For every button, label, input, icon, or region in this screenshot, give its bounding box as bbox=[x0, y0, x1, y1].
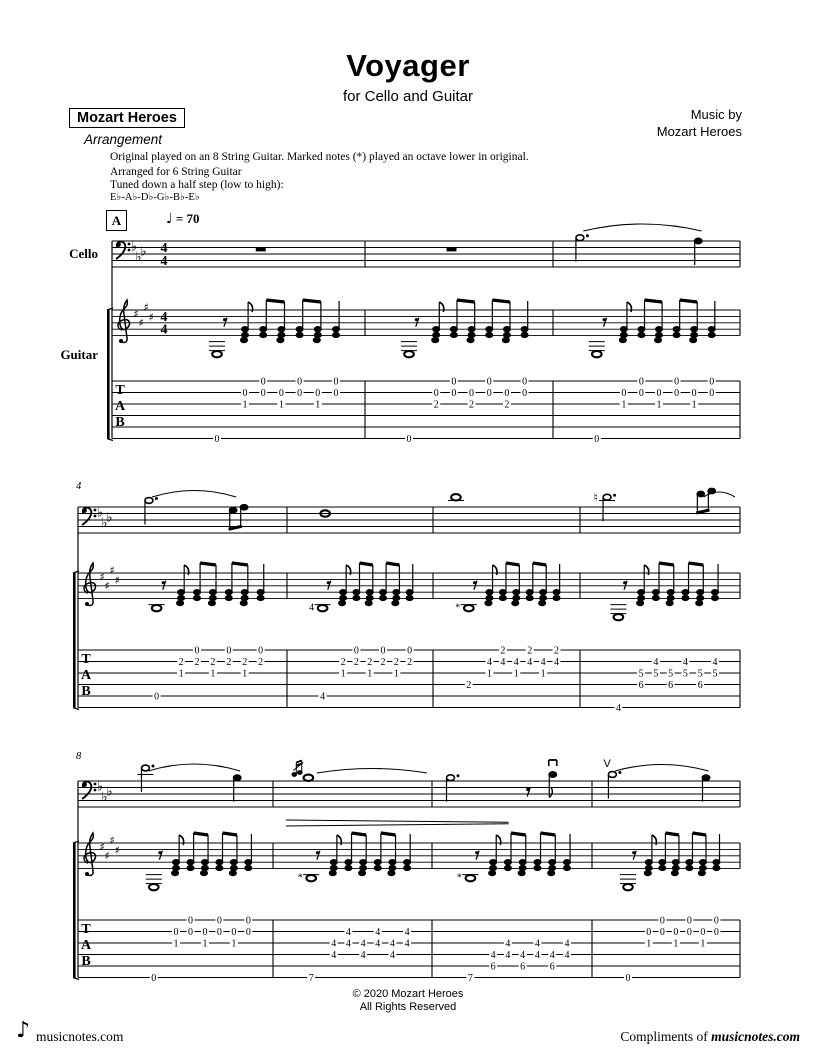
svg-text:0: 0 bbox=[194, 645, 200, 657]
svg-text:4: 4 bbox=[331, 938, 337, 950]
svg-text:1: 1 bbox=[367, 668, 373, 680]
svg-text:♭: ♭ bbox=[140, 244, 147, 260]
svg-text:0: 0 bbox=[151, 972, 157, 984]
svg-text:♭: ♭ bbox=[106, 510, 113, 526]
svg-text:2: 2 bbox=[226, 656, 232, 668]
svg-text:1: 1 bbox=[315, 399, 321, 411]
svg-text:2: 2 bbox=[258, 656, 264, 668]
page-title: Voyager bbox=[346, 48, 470, 83]
svg-text:♯: ♯ bbox=[99, 840, 105, 854]
svg-text:4: 4 bbox=[345, 938, 351, 950]
svg-text:♭: ♭ bbox=[130, 239, 138, 255]
svg-text:6: 6 bbox=[520, 961, 526, 973]
svg-text:4: 4 bbox=[309, 602, 315, 614]
svg-text:4: 4 bbox=[513, 656, 519, 668]
svg-text:4: 4 bbox=[505, 938, 511, 950]
svg-text:2: 2 bbox=[407, 656, 413, 668]
svg-text:4: 4 bbox=[160, 241, 168, 256]
performance-note-1: Original played on an 8 String Guitar. Marked notes (*) played an octave lower in original. bbox=[110, 151, 529, 163]
svg-text:0: 0 bbox=[245, 926, 251, 938]
svg-text:0: 0 bbox=[214, 433, 220, 445]
svg-text:4: 4 bbox=[682, 656, 688, 668]
tuning-note: Tuned down a half step (low to high): bbox=[110, 179, 284, 191]
svg-text:0: 0 bbox=[522, 387, 528, 399]
svg-text:2: 2 bbox=[500, 645, 506, 657]
svg-text:1: 1 bbox=[540, 668, 546, 680]
svg-text:2: 2 bbox=[194, 656, 200, 668]
svg-text:0: 0 bbox=[674, 387, 680, 399]
credit-line2: Mozart Heroes bbox=[656, 124, 742, 139]
svg-text:4: 4 bbox=[160, 322, 168, 338]
svg-text:0: 0 bbox=[406, 433, 412, 445]
svg-text:1: 1 bbox=[673, 938, 679, 950]
svg-text:T: T bbox=[115, 383, 125, 398]
svg-text:♭: ♭ bbox=[96, 779, 104, 795]
svg-text:2: 2 bbox=[554, 645, 560, 657]
svg-text:0: 0 bbox=[469, 387, 475, 399]
svg-text:0: 0 bbox=[709, 376, 715, 388]
svg-text:♭: ♭ bbox=[106, 784, 113, 800]
svg-text:0: 0 bbox=[242, 387, 248, 399]
svg-text:A: A bbox=[80, 938, 92, 953]
svg-text:6: 6 bbox=[668, 679, 674, 691]
svg-text:4: 4 bbox=[534, 938, 540, 950]
svg-text:2: 2 bbox=[178, 656, 184, 668]
svg-text:1: 1 bbox=[700, 938, 706, 950]
svg-text:4: 4 bbox=[404, 926, 410, 938]
svg-text:0: 0 bbox=[673, 926, 679, 938]
svg-text:0: 0 bbox=[154, 691, 160, 703]
svg-text:0: 0 bbox=[451, 376, 457, 388]
svg-text:0: 0 bbox=[691, 387, 697, 399]
svg-text:2: 2 bbox=[380, 656, 386, 668]
svg-text:♯: ♯ bbox=[133, 307, 139, 321]
svg-text:4: 4 bbox=[564, 949, 570, 961]
svg-text:0: 0 bbox=[713, 926, 719, 938]
svg-text:♭: ♭ bbox=[101, 789, 108, 805]
svg-text:1: 1 bbox=[173, 938, 179, 950]
svg-text:0: 0 bbox=[315, 387, 321, 399]
svg-text:0: 0 bbox=[187, 915, 193, 927]
svg-text:4: 4 bbox=[615, 702, 621, 714]
svg-text:5: 5 bbox=[638, 668, 644, 680]
svg-text:5: 5 bbox=[697, 668, 703, 680]
svg-text:4: 4 bbox=[160, 309, 168, 325]
copyright-line: © 2020 Mozart Heroes bbox=[352, 988, 464, 1000]
svg-text:0: 0 bbox=[700, 926, 706, 938]
svg-text:0: 0 bbox=[216, 926, 222, 938]
eighth-note-icon: ♪ bbox=[16, 1018, 31, 1043]
svg-text:2: 2 bbox=[367, 656, 373, 668]
svg-text:2: 2 bbox=[527, 645, 533, 657]
svg-text:0: 0 bbox=[216, 915, 222, 927]
svg-text:♭: ♭ bbox=[101, 515, 108, 531]
svg-text:1: 1 bbox=[231, 938, 237, 950]
system-2 bbox=[73, 488, 740, 714]
measure-number-4: 4 bbox=[76, 481, 82, 492]
staff-label-guitar: Guitar bbox=[60, 347, 98, 362]
svg-text:A: A bbox=[114, 399, 126, 414]
svg-text:B: B bbox=[115, 415, 125, 430]
svg-text:0: 0 bbox=[380, 645, 386, 657]
svg-text:1: 1 bbox=[646, 938, 652, 950]
svg-text:0: 0 bbox=[504, 387, 510, 399]
svg-text:♭: ♭ bbox=[96, 505, 104, 521]
measure-7 bbox=[594, 488, 735, 714]
svg-text:4: 4 bbox=[520, 949, 526, 961]
measure-5 bbox=[309, 510, 414, 702]
svg-text:4: 4 bbox=[490, 949, 496, 961]
svg-text:1: 1 bbox=[621, 399, 627, 411]
svg-text:1: 1 bbox=[513, 668, 519, 680]
svg-text:*: * bbox=[455, 602, 461, 614]
svg-text:1: 1 bbox=[210, 668, 216, 680]
svg-text:1: 1 bbox=[691, 399, 697, 411]
svg-text:0: 0 bbox=[686, 915, 692, 927]
quarter-note-icon: ♩ bbox=[166, 211, 173, 227]
svg-text:4: 4 bbox=[375, 938, 381, 950]
tempo-marking bbox=[166, 211, 200, 227]
svg-text:5: 5 bbox=[653, 668, 659, 680]
arranger-name-box: Mozart Heroes bbox=[69, 108, 185, 128]
svg-text:0: 0 bbox=[659, 915, 665, 927]
svg-text:4: 4 bbox=[564, 938, 570, 950]
svg-text:2: 2 bbox=[433, 399, 439, 411]
svg-text:4: 4 bbox=[375, 926, 381, 938]
svg-text:2: 2 bbox=[340, 656, 346, 668]
svg-text:0: 0 bbox=[260, 376, 266, 388]
svg-text:7: 7 bbox=[467, 972, 473, 984]
svg-text:0: 0 bbox=[625, 972, 631, 984]
svg-text:*: * bbox=[297, 872, 303, 884]
svg-text:0: 0 bbox=[674, 376, 680, 388]
svg-text:0: 0 bbox=[187, 926, 193, 938]
svg-text:0: 0 bbox=[713, 915, 719, 927]
compliments-prefix: Compliments of bbox=[620, 1029, 712, 1044]
svg-text:1: 1 bbox=[178, 668, 184, 680]
svg-text:4: 4 bbox=[500, 656, 506, 668]
svg-text:♯: ♯ bbox=[99, 570, 105, 584]
svg-text:0: 0 bbox=[646, 926, 652, 938]
svg-text:4: 4 bbox=[404, 938, 410, 950]
svg-text:4: 4 bbox=[389, 938, 395, 950]
svg-text:0: 0 bbox=[594, 433, 600, 445]
svg-text:4: 4 bbox=[653, 656, 659, 668]
svg-text:0: 0 bbox=[333, 387, 339, 399]
svg-text:0: 0 bbox=[638, 387, 644, 399]
svg-text:6: 6 bbox=[638, 679, 644, 691]
svg-text:B: B bbox=[81, 954, 91, 969]
svg-text:♯: ♯ bbox=[114, 844, 120, 858]
svg-text:1: 1 bbox=[393, 668, 399, 680]
svg-text:0: 0 bbox=[486, 376, 492, 388]
measure-8 bbox=[137, 764, 252, 984]
measure-3 bbox=[576, 224, 716, 445]
svg-text:0: 0 bbox=[260, 387, 266, 399]
svg-text:4: 4 bbox=[505, 949, 511, 961]
svg-text:♯: ♯ bbox=[114, 574, 120, 588]
svg-text:0: 0 bbox=[656, 387, 662, 399]
svg-text:0: 0 bbox=[245, 915, 251, 927]
svg-text:5: 5 bbox=[682, 668, 688, 680]
staff-label-cello: Cello bbox=[69, 246, 98, 261]
svg-text:♯: ♯ bbox=[138, 316, 144, 330]
svg-text:T: T bbox=[81, 922, 91, 937]
svg-text:♯: ♯ bbox=[104, 849, 110, 863]
composer-credit bbox=[657, 106, 742, 140]
svg-text:0: 0 bbox=[333, 376, 339, 388]
svg-text:1: 1 bbox=[486, 668, 492, 680]
tuning-pitches: E♭-A♭-D♭-G♭-B♭-E♭ bbox=[110, 192, 200, 203]
svg-text:♮: ♮ bbox=[593, 490, 598, 505]
svg-text:V: V bbox=[603, 758, 611, 770]
measure-4 bbox=[145, 491, 265, 703]
system-3 bbox=[73, 758, 740, 984]
system-1 bbox=[107, 224, 740, 445]
svg-text:4: 4 bbox=[540, 656, 546, 668]
svg-text:0: 0 bbox=[278, 387, 284, 399]
svg-text:0: 0 bbox=[202, 926, 208, 938]
svg-text:0: 0 bbox=[659, 926, 665, 938]
svg-text:0: 0 bbox=[522, 376, 528, 388]
performance-note-2: Arranged for 6 String Guitar bbox=[110, 166, 242, 178]
svg-text:4: 4 bbox=[389, 949, 395, 961]
rehearsal-mark-a: A bbox=[106, 210, 127, 231]
compliments-brand-link[interactable]: musicnotes.com bbox=[711, 1029, 800, 1044]
svg-text:6: 6 bbox=[490, 961, 496, 973]
svg-text:4: 4 bbox=[345, 926, 351, 938]
svg-text:♯: ♯ bbox=[104, 579, 110, 593]
svg-text:4: 4 bbox=[160, 254, 168, 269]
svg-text:0: 0 bbox=[173, 926, 179, 938]
svg-text:4: 4 bbox=[360, 949, 366, 961]
svg-text:1: 1 bbox=[656, 399, 662, 411]
svg-text:0: 0 bbox=[451, 387, 457, 399]
svg-text:4: 4 bbox=[554, 656, 560, 668]
svg-text:1: 1 bbox=[242, 668, 248, 680]
svg-text:6: 6 bbox=[549, 961, 555, 973]
measure-number-8: 8 bbox=[76, 751, 82, 762]
svg-text:4: 4 bbox=[331, 949, 337, 961]
rights-line: All Rights Reserved bbox=[359, 1001, 457, 1013]
svg-text:5: 5 bbox=[668, 668, 674, 680]
svg-text:0: 0 bbox=[353, 645, 359, 657]
svg-text:2: 2 bbox=[466, 679, 472, 691]
svg-text:2: 2 bbox=[242, 656, 248, 668]
svg-text:5: 5 bbox=[712, 668, 718, 680]
svg-text:0: 0 bbox=[226, 645, 232, 657]
svg-text:0: 0 bbox=[297, 387, 303, 399]
svg-text:4: 4 bbox=[320, 691, 326, 703]
svg-text:♯: ♯ bbox=[109, 833, 115, 847]
credit-line1: Music by bbox=[690, 107, 742, 122]
measure-11 bbox=[604, 758, 721, 984]
svg-text:1: 1 bbox=[278, 399, 284, 411]
svg-text:1: 1 bbox=[242, 399, 248, 411]
musicnotes-brand-link[interactable]: musicnotes.com bbox=[36, 1029, 124, 1044]
svg-text:4: 4 bbox=[712, 656, 718, 668]
tempo-value: = 70 bbox=[172, 211, 200, 226]
page-subtitle: for Cello and Guitar bbox=[342, 88, 474, 105]
svg-text:0: 0 bbox=[638, 376, 644, 388]
svg-text:0: 0 bbox=[433, 387, 439, 399]
svg-text:B: B bbox=[81, 684, 91, 699]
svg-text:0: 0 bbox=[407, 645, 413, 657]
svg-text:2: 2 bbox=[393, 656, 399, 668]
svg-text:0: 0 bbox=[709, 387, 715, 399]
svg-text:0: 0 bbox=[686, 926, 692, 938]
svg-text:♯: ♯ bbox=[109, 563, 115, 577]
svg-text:2: 2 bbox=[469, 399, 475, 411]
svg-text:0: 0 bbox=[621, 387, 627, 399]
svg-text:A: A bbox=[80, 668, 92, 683]
svg-text:2: 2 bbox=[504, 399, 510, 411]
svg-text:♯: ♯ bbox=[148, 311, 154, 325]
svg-text:0: 0 bbox=[297, 376, 303, 388]
svg-text:T: T bbox=[81, 652, 91, 667]
svg-text:4: 4 bbox=[534, 949, 540, 961]
svg-text:0: 0 bbox=[231, 926, 237, 938]
svg-text:2: 2 bbox=[353, 656, 359, 668]
svg-text:4: 4 bbox=[527, 656, 533, 668]
svg-text:1: 1 bbox=[202, 938, 208, 950]
svg-text:1: 1 bbox=[340, 668, 346, 680]
svg-text:4: 4 bbox=[549, 949, 555, 961]
svg-text:0: 0 bbox=[486, 387, 492, 399]
svg-text:♭: ♭ bbox=[135, 249, 142, 265]
svg-text:7: 7 bbox=[308, 972, 314, 984]
svg-text:*: * bbox=[456, 872, 462, 884]
compliments-line bbox=[620, 1029, 800, 1045]
svg-text:♯: ♯ bbox=[143, 300, 149, 314]
svg-text:2: 2 bbox=[210, 656, 216, 668]
svg-text:4: 4 bbox=[486, 656, 492, 668]
arranger-role: Arrangement bbox=[84, 132, 163, 147]
svg-text:0: 0 bbox=[258, 645, 264, 657]
svg-text:6: 6 bbox=[697, 679, 703, 691]
svg-text:4: 4 bbox=[360, 938, 366, 950]
